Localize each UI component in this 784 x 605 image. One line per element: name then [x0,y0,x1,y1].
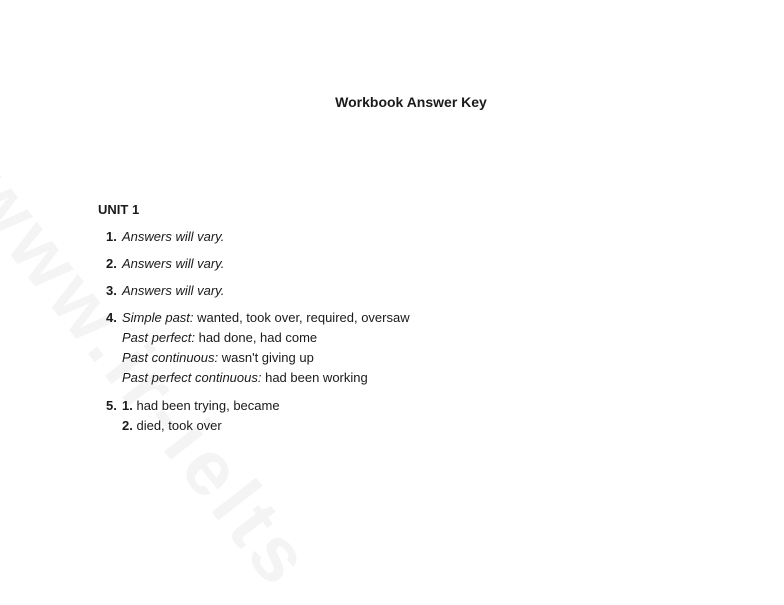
answer-text: wanted, took over, required, oversaw [193,310,410,325]
answer-number: 1. [106,229,117,244]
sub-answer [122,418,222,433]
sub-answer-number: 1. [122,398,133,413]
answer-label: Past continuous: [122,350,219,365]
answer-label: Past perfect: [122,330,195,345]
sub-answer [122,398,280,413]
sub-answer-number: 2. [122,418,133,433]
answer-line [122,330,317,345]
answer-number: 4. [106,310,117,325]
sub-answer-text: died, took over [136,418,222,433]
answer-line [122,350,314,365]
answer-line [122,370,368,385]
answer-line [122,310,410,325]
unit-heading: UNIT 1 [98,202,140,217]
answer-label: Simple past: [122,310,194,325]
page-title: Workbook Answer Key [335,94,487,110]
answer-text: wasn't giving up [218,350,314,365]
answer-text: had done, had come [194,330,318,345]
answer-number: 3. [106,283,117,298]
answer-text: Answers will vary. [122,256,225,271]
answer-label: Past perfect continuous: [122,370,262,385]
sub-answer-text: had been trying, became [136,398,280,413]
answer-number: 5. [106,398,117,413]
answer-text: Answers will vary. [122,229,225,244]
answer-text: had been working [261,370,368,385]
answer-text: Answers will vary. [122,283,225,298]
answer-number: 2. [106,256,117,271]
